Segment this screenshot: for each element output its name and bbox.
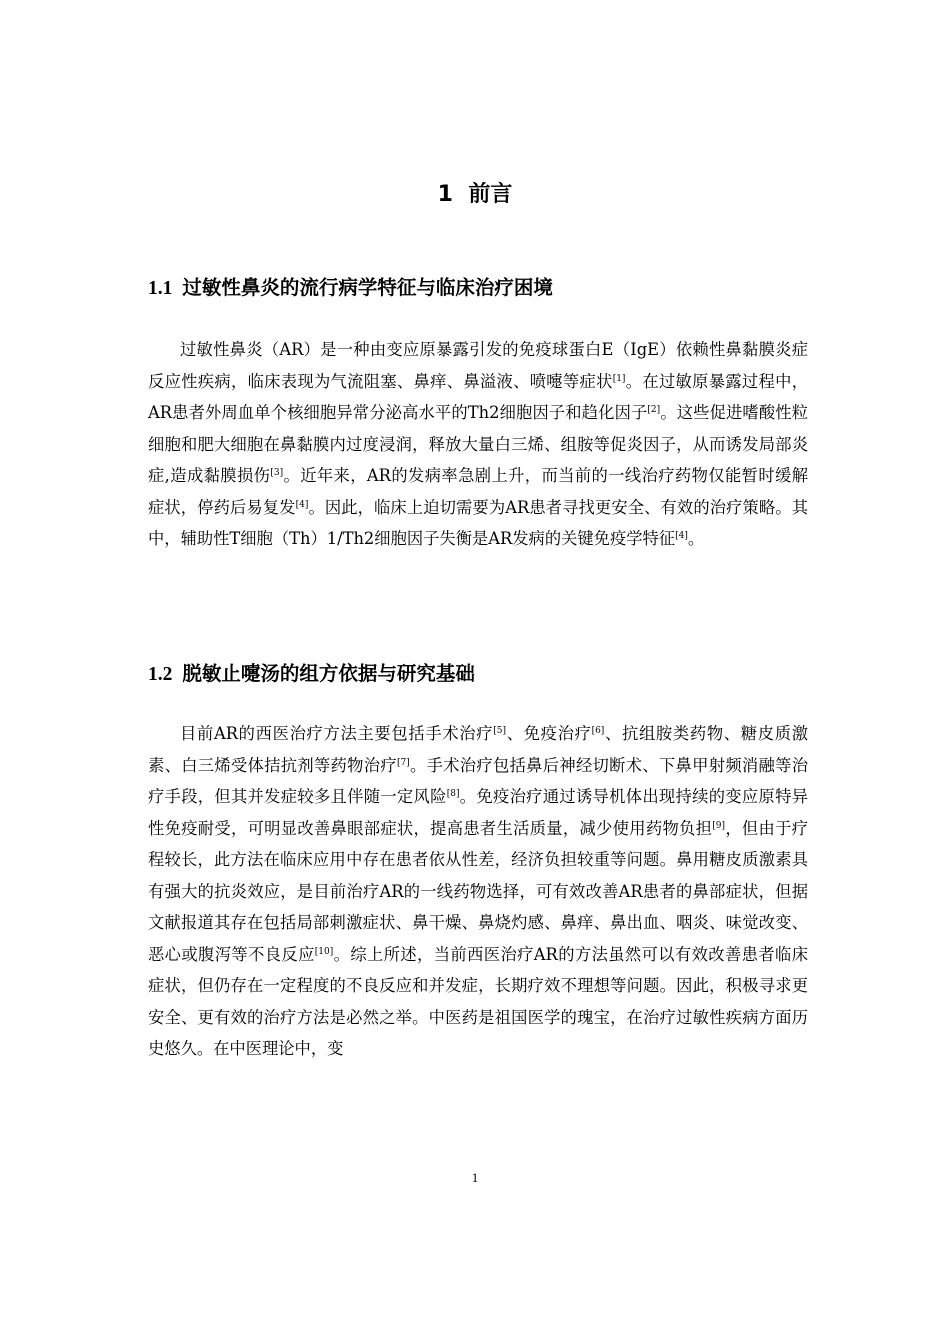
section-number: 1.2	[148, 664, 173, 685]
citation-marker: [7]	[396, 757, 410, 768]
paragraph-text-run: 。这些促进嗜酸性粒细胞和肥大细胞在鼻黏膜内过度浸润，释放大量白三烯、组胺等促炎因子，从而诱发局部炎症,造成黏膜损伤	[148, 403, 808, 485]
paragraph-text-run: 、免疫治疗	[506, 724, 592, 743]
section-1-1-paragraph	[148, 334, 808, 555]
paragraph-text-run: 、抗组胺类药物、糖皮质激素、白三烯受体拮抗剂等药物治疗	[148, 724, 808, 775]
citation-marker: [8]	[446, 789, 460, 799]
chapter-title	[0, 177, 950, 208]
paragraph-text-run: 过敏性鼻炎（AR）是一种由变应原暴露引发的免疫球蛋白E（IgE）依赖性鼻黏膜炎症反应性疾病，临床表现为气流阻塞、鼻痒、鼻溢液、喷嚏等症状	[148, 340, 808, 391]
citation-marker: [10]	[314, 946, 334, 957]
paragraph-text-run: 目前AR的西医治疗方法主要包括手术治疗	[180, 724, 494, 743]
citation-marker: [4]	[295, 499, 309, 510]
section-1-2-paragraph	[148, 718, 808, 1065]
paragraph-text-run: 。	[687, 529, 705, 548]
paragraph-text-run: 。免疫治疗通过诱导机体出现持续的变应原特异性免疫耐受，可明显改善鼻眼部症状，提高患者生活质量，减少使用药物负担	[148, 787, 808, 838]
paragraph-text-run: 。因此，临床上迫切需要为AR患者寻找更安全、有效的治疗策略。其中，辅助性T细胞（Th）1/Th2细胞因子失衡是AR发病的关键免疫学特征	[148, 497, 808, 548]
page-number: 1	[471, 1170, 479, 1185]
citation-marker: [4]	[675, 531, 688, 541]
section-number: 1.1	[148, 278, 173, 299]
section-title-text: 过敏性鼻炎的流行病学特征与临床治疗困境	[182, 276, 553, 299]
citation-marker: [2]	[647, 405, 661, 415]
citation-marker: [6]	[591, 726, 605, 736]
chapter-number: 1	[437, 182, 453, 207]
section-heading-1-1	[148, 272, 553, 300]
citation-marker: [3]	[270, 468, 284, 478]
citation-marker: [9]	[712, 820, 725, 831]
paragraph-text-run: 。近年来，AR的发病率急剧上升，而当前的一线治疗药物仅能暂时缓解症状，停药后易复发	[148, 466, 808, 517]
section-heading-1-2	[148, 658, 475, 686]
paragraph-text-run: ，但由于疗程较长，此方法在临床应用中存在患者依从性差，经济负担较重等问题。鼻用糖皮质激素具有强大的抗炎效应，是目前治疗AR的一线药物选择，可有效改善AR患者的鼻部症状，但据文献报道其存在包括局部刺激症状、鼻干燥、鼻烧灼感、鼻痒、鼻出血、咽炎、味觉改变、恶心或腹泻等不良反应	[148, 818, 808, 964]
paragraph-text-run: 。在过敏原暴露过程中，AR患者外周血单个核细胞异常分泌高水平的Th2细胞因子和趋化因子	[148, 371, 808, 422]
citation-marker: [1]	[612, 373, 626, 384]
section-title-text: 脱敏止嚏汤的组方依据与研究基础	[182, 662, 475, 685]
chapter-title-text: 前言	[468, 182, 513, 207]
paragraph-text-run: 。手术治疗包括鼻后神经切断术、下鼻甲射频消融等治疗手段，但其并发症较多且伴随一定风险	[148, 755, 808, 806]
paragraph-text-run: 。综上所述，当前西医治疗AR的方法虽然可以有效改善患者临床症状，但仍存在一定程度的不良反应和并发症，长期疗效不理想等问题。因此，积极寻求更安全、更有效的治疗方法是必然之举。中医药是祖国医学的瑰宝，在治疗过敏性疾病方面历史悠久。在中医理论中，变	[148, 944, 808, 1058]
citation-marker: [5]	[493, 726, 506, 736]
